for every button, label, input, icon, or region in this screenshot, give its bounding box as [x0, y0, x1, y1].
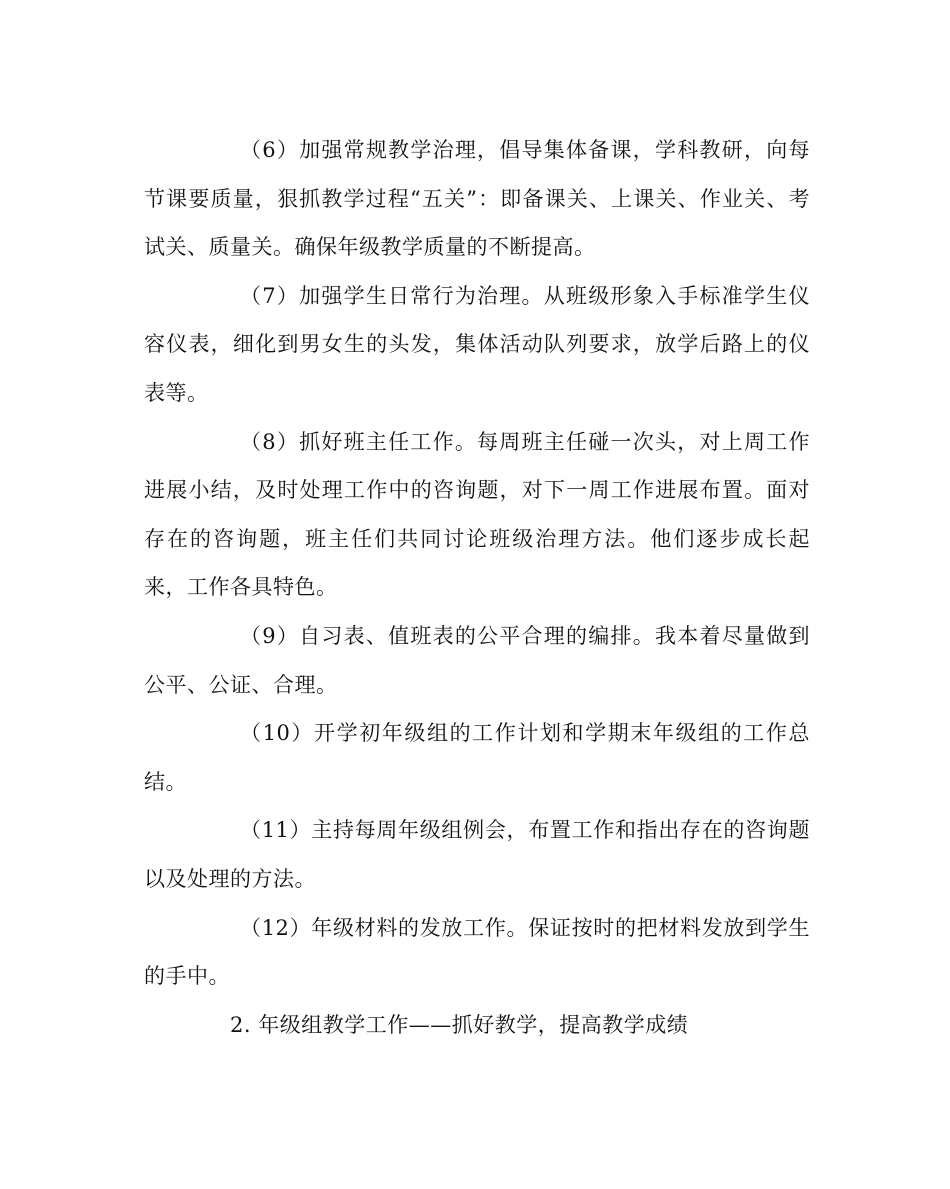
- paragraph-11: （11）主持每周年级组例会，布置工作和指出存在的咨询题以及处理的方法。: [144, 818, 810, 891]
- paragraph-6: （6）加强常规教学治理，倡导集体备课，学科教研，向每节课要质量，狠抓教学过程“五关”：即备课关、上课关、作业关、考试关、质量关。确保年级教学质量的不断提高。: [144, 138, 810, 260]
- paragraph-12: （12）年级材料的发放工作。保证按时的把材料发放到学生的手中。: [144, 915, 810, 989]
- paragraph-8: （8）抓好班主任工作。每周班主任碰一次头，对上周工作进展小结，及时处理工作中的咨询题，对下一周工作进展布置。面对存在的咨询题，班主任们共同讨论班级治理方法。他们逐步成长起来，工作各具特色。: [144, 429, 810, 600]
- paragraph-10: （10）开学初年级组的工作计划和学期末年级组的工作总结。: [144, 721, 810, 794]
- paragraph-7: （7）加强学生日常行为治理。从班级形象入手标准学生仪容仪表，细化到男女生的头发，集体活动队列要求，放学后路上的仪表等。: [144, 283, 810, 405]
- section-heading: 2. 年级组教学工作——抓好教学，提高教学成绩: [230, 1012, 689, 1037]
- document-body: [144, 126, 810, 1049]
- paragraph-9: （9）自习表、值班表的公平合理的编排。我本着尽量做到公平、公证、合理。: [144, 623, 810, 697]
